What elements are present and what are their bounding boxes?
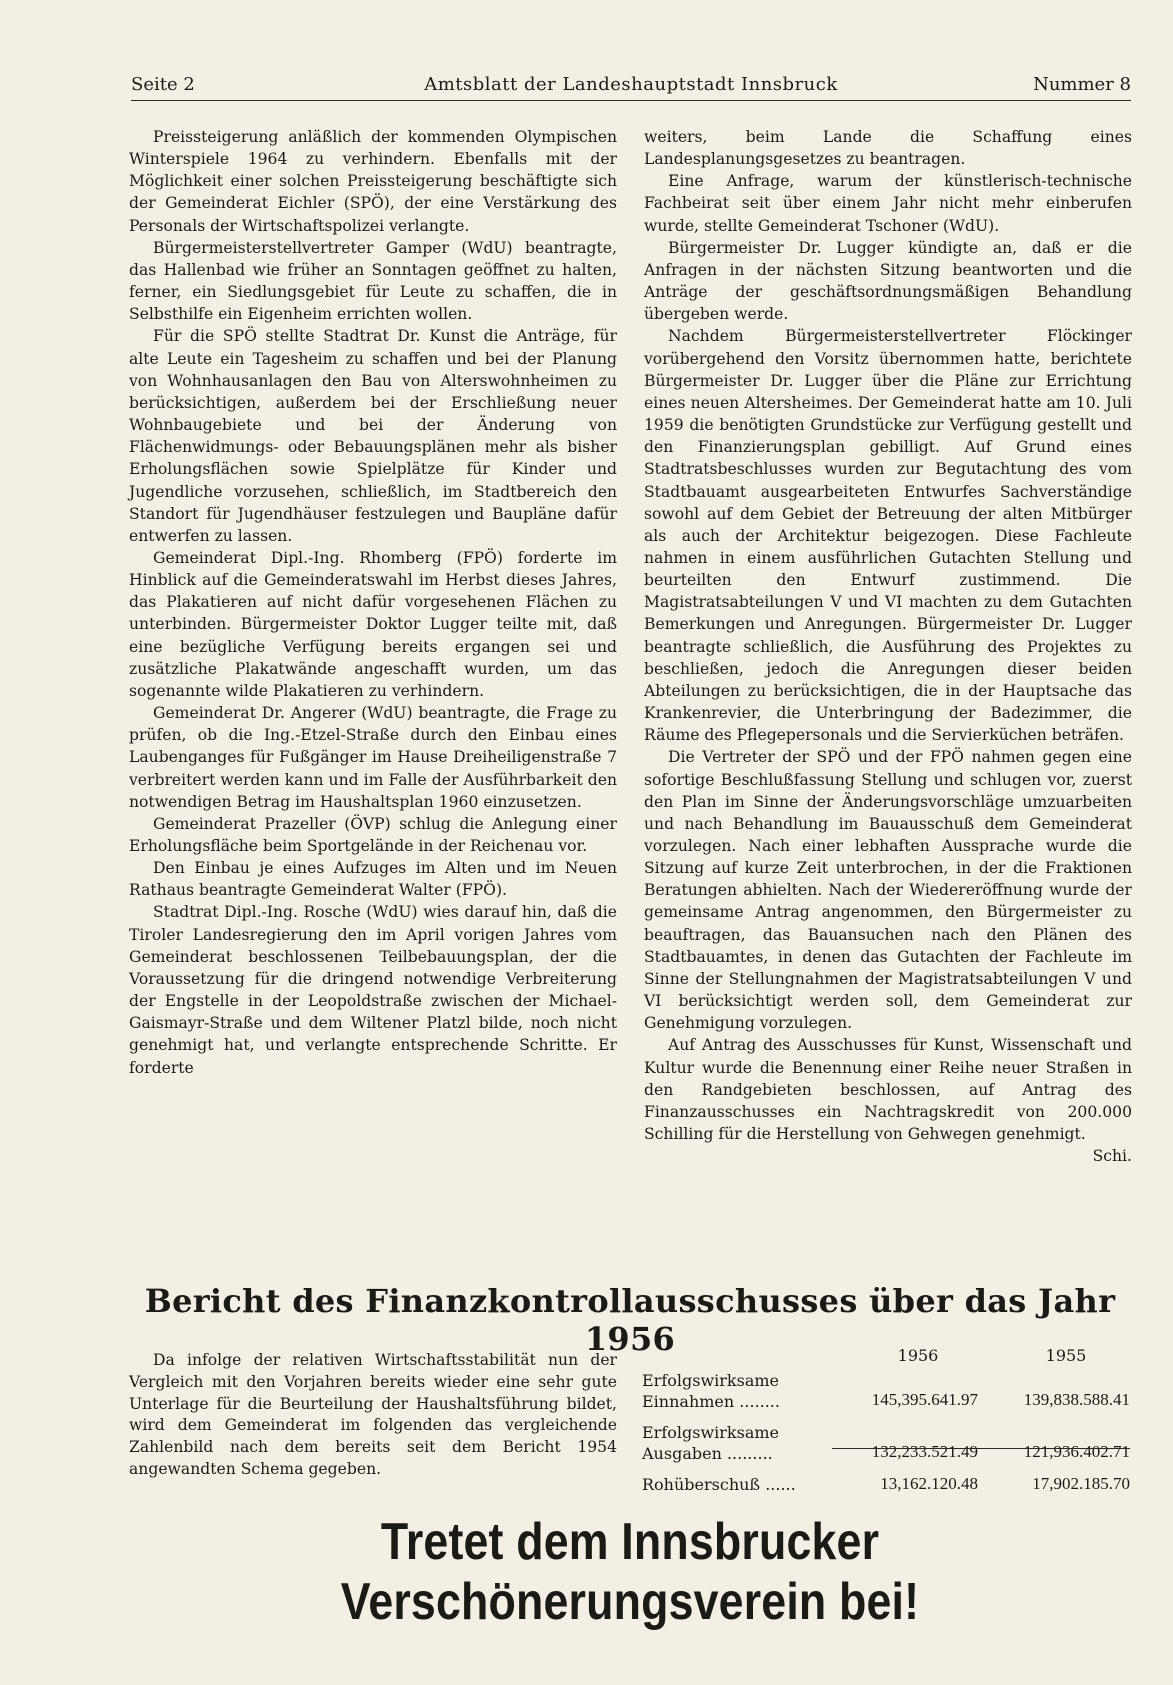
publication-title: Amtsblatt der Landeshauptstadt Innsbruck <box>424 74 838 95</box>
row-label <box>642 1370 837 1412</box>
table-cell: 121,936.402.71 <box>1023 1442 1130 1461</box>
table-row-surplus <box>642 1472 1130 1498</box>
paragraph: Bürgermeister Dr. Lugger kündigte an, daß er die Anfragen in der nächsten Sitzung beantworten und die Anträge der geschäftsordnungsmäßigen Behandlung übergeben werde. <box>644 238 1132 324</box>
left-column <box>129 126 617 1079</box>
advertisement-banner: Tretet dem Innsbrucker Verschönerungsverein bei! <box>340 1513 920 1631</box>
paragraph: Bürgermeisterstellvertreter Gamper (WdU) beantragte, das Hallenbad wie früher an Sonntagen geöffnet zu halten, ferner, ein Siedlungsgebiet für Leute zu schaffen, die in Selbsthilfe ein Eigenheim errichten wollen. <box>129 238 617 324</box>
paragraph: Auf Antrag des Ausschusses für Kunst, Wissenschaft und Kultur wurde die Benennung einer Reihe neuer Straßen in den Randgebieten beschlossen, auf Antrag des Finanzausschusses ein Nachtragskredit von 200.000 Schilling für die Herstellung von Gehwegen genehmigt. <box>644 1036 1132 1144</box>
paragraph: weiters, beim Lande die Schaffung eines Landesplanungsgesetzes zu beantragen. <box>644 128 1132 169</box>
author-initials: Schi. <box>1092 1147 1132 1166</box>
table-row-income <box>642 1370 1130 1414</box>
paragraph: Preissteigerung anläßlich der kommenden Olympischen Winterspiele 1964 zu verhindern. Ebenfalls mit der Möglichkeit einer solchen Preissteigerung beschäftigte sich der Gemeinderat Eichler (SPÖ), der eine Verstärkung des Personals der Wirtschaftspolizei verlangte. <box>129 128 617 235</box>
row-label-line: Erfolgswirksame <box>642 1423 779 1442</box>
paragraph: Den Einbau je eines Aufzuges im Alten und im Neuen Rathaus beantragte Gemeinderat Walter (FPÖ). <box>129 859 617 900</box>
row-label: Rohüberschuß ...... <box>642 1475 796 1494</box>
report-intro <box>129 1350 617 1481</box>
section-heading: Bericht des Finanzkontrollausschusses über das Jahr 1956 <box>144 1282 1116 1358</box>
finance-table <box>642 1346 1130 1498</box>
paragraph: Gemeinderat Prazeller (ÖVP) schlug die Anlegung einer Erholungsfläche beim Sportgelände in der Reichenau vor. <box>129 814 617 855</box>
paragraph: Gemeinderat Dipl.-Ing. Rhomberg (FPÖ) forderte im Hinblick auf die Gemeinderatswahl im Herbst dieses Jahres, das Plakatieren auf nicht dafür vorgesehenen Flächen zu unterbinden. Bürgermeister Doktor Lugger teilte mit, daß eine bezügliche Verfügung bereits ergangen sei und zusätzliche Plakatwände angeschafft wurden, um das sogenannte wilde Plakatieren zu verhindern. <box>129 548 617 700</box>
sum-rule <box>832 1448 1130 1449</box>
table-cell: 13,162.120.48 <box>880 1474 978 1493</box>
paragraph: Nachdem Bürgermeisterstellvertreter Flöckinger vorübergehend den Vorsitz übernommen hatte, berichtete Bürgermeister Dr. Lugger über die Pläne zur Errichtung eines neuen Altersheimes. Der Gemeinderat hatte am 10. Juli 1959 die benötigten Grundstücke zur Verfügung gestellt und den Finanzierungsplan gebilligt. Auf Grund eines Stadtratsbeschlusses wurden zur Begutachtung des vom Stadtbauamt ausgearbeiteten Entwurfes Sachverständige sowohl auf dem Gebiet der Betreuung der alten Mitbürger als auch der Architektur beigezogen. Diese Fachleute nahmen in einem ausführlichen Gutachten Stellung und beurteilten den Entwurf zustimmend. Die Magistratsabteilungen V und VI machten zu dem Gutachten Bemerkungen und Anregungen. Bürgermeister Dr. Lugger beantragte schließlich, die Ausführung des Projektes zu beschließen, jedoch die Anregungen dieser beiden Abteilungen zu berücksichtigen, die in der Hauptsache das Krankenrevier, die Unterbringung der Badezimmer, die Räume des Pflegepersonals und die Servierküchen beträfen. <box>644 327 1132 745</box>
column-header-1955: 1955 <box>1045 1346 1087 1365</box>
paragraph: Die Vertreter der SPÖ und der FPÖ nahmen gegen eine sofortige Beschlußfassung Stellung und schlugen vor, zuerst den Plan im Sinne der Änderungsvorschläge umzuarbeiten und nach Behandlung im Bauausschuß dem Gemeinderat vorzulegen. Nach einer lebhaften Aussprache wurde die Sitzung auf kurze Zeit unterbrochen, in der die Fraktionen Beratungen abhielten. Nach der Wiedereröffnung wurde der gemeinsame Antrag angenommen, den Bürgermeister zu beauftragen, das Bauansuchen nach den Plänen des Stadtbauamtes, in denen das Gutachten der Fachleute im Sinne der Stellungnahmen der Magistratsabteilungen V und VI berücksichtigt werden soll, dem Gemeinderat zur Genehmigung vorzulegen. <box>644 748 1132 1033</box>
paragraph: Stadtrat Dipl.-Ing. Rosche (WdU) wies darauf hin, daß die Tiroler Landesregierung den im April vorigen Jahres vom Gemeinderat beschlossenen Teilbebauungsplan, der die Voraussetzung für die dringend notwendige Verbreiterung der Engstelle in der Leopoldstraße zwischen der Michael-Gaismayr-Straße und dem Wiltener Platzl bilde, noch nicht genehmigt hat, und verlangte entsprechende Schritte. Er forderte <box>129 903 617 1077</box>
page-number: Seite 2 <box>131 74 195 95</box>
page-header <box>131 72 1131 101</box>
paragraph: Eine Anfrage, warum der künstlerisch-technische Fachbeirat seit über einem Jahr nicht mehr einberufen wurde, stellte Gemeinderat Tschoner (WdU). <box>644 172 1132 235</box>
row-label-line: Einnahmen ........ <box>642 1392 780 1411</box>
table-cell: 145,395.641.97 <box>871 1390 978 1409</box>
paragraph: Für die SPÖ stellte Stadtrat Dr. Kunst die Anträge, für alte Leute ein Tagesheim zu schaffen und bei der Planung von Wohnhausanlagen den Bau von Alterswohnheimen zu berücksichtigen, außerdem bei der Erschließung neuer Wohnbaugebiete und bei der Änderung von Flächenwidmungs- oder Bebauungsplänen mehr als bisher Erholungsflächen sowie Spielplätze für Kinder und Jugendliche vorzusehen, schließlich, im Stadtbereich den Standort für Jugendhäuser festzulegen und Baupläne dafür entwerfen zu lassen. <box>129 327 617 545</box>
table-cell: 17,902.185.70 <box>1032 1474 1130 1493</box>
paragraph: Gemeinderat Dr. Angerer (WdU) beantragte, die Frage zu prüfen, ob die Ing.-Etzel-Straße durch den Einbau eines Laubenganges für Fußgänger im Hause Dreiheiligenstraße 7 verbreitert werden kann und im Falle der Ausführbarkeit den notwendigen Betrag im Haushaltsplan 1960 einzusetzen. <box>129 704 617 811</box>
table-cell: 139,838.588.41 <box>1023 1390 1130 1409</box>
issue-number: Nummer 8 <box>1033 74 1131 95</box>
right-column <box>644 126 1132 1167</box>
paragraph: Da infolge der relativen Wirtschaftsstabilität nun der Vergleich mit den Vorjahren bereits wieder eine sehr gute Unterlage für die Beurteilung der Haushaltsführung bildet, wird dem Gemeinderat im folgenden das vergleichende Zahlenbild nach dem bereits seit dem Bericht 1954 angewandten Schema gegeben. <box>129 1351 617 1478</box>
table-cell: 132,233.521.49 <box>871 1442 978 1461</box>
row-label-line: Erfolgswirksame <box>642 1371 779 1390</box>
row-label <box>642 1422 837 1464</box>
table-header <box>642 1346 1130 1370</box>
column-header-1956: 1956 <box>897 1346 939 1365</box>
row-label-line: Ausgaben ......... <box>642 1444 773 1463</box>
table-row-expenses <box>642 1422 1130 1466</box>
